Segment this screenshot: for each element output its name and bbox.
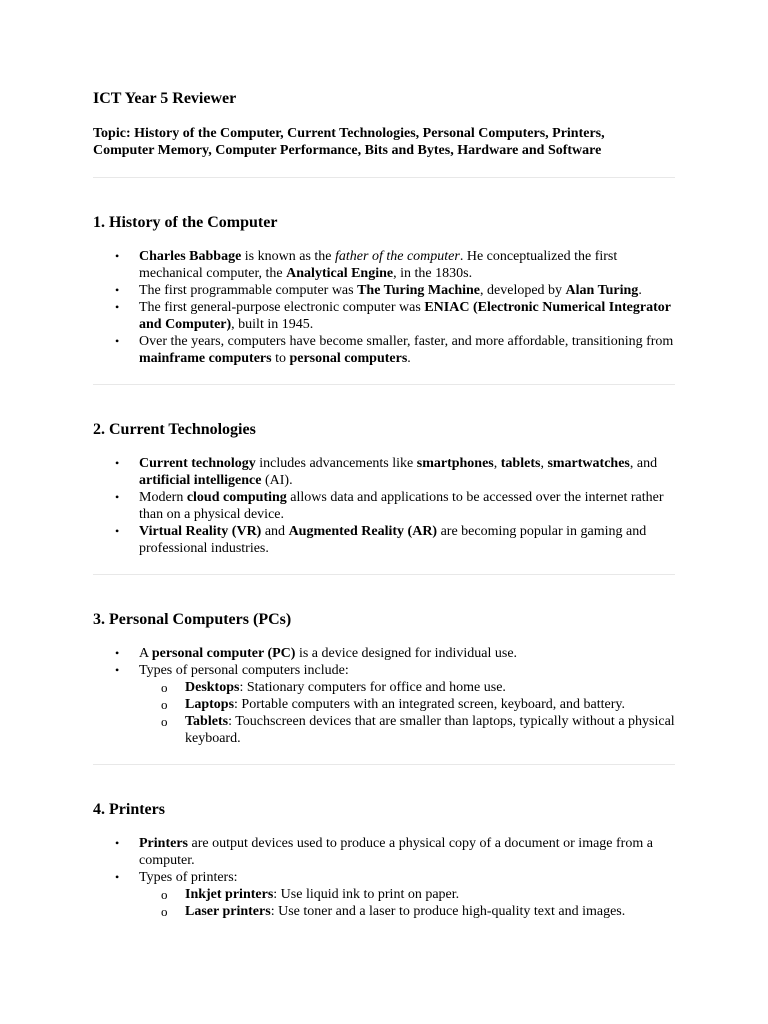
bullet-icon: •: [115, 870, 120, 884]
printers-sublist: [139, 886, 675, 920]
history-list: [93, 248, 675, 367]
circle-bullet-icon: o: [161, 680, 168, 695]
bullet-icon: •: [115, 663, 120, 677]
current-list: [93, 455, 675, 557]
section-title-history: 1. History of the Computer: [93, 214, 278, 231]
section-divider: [93, 764, 675, 765]
bullet-icon: •: [115, 300, 120, 314]
pcs-list: [93, 645, 675, 747]
circle-bullet-icon: o: [161, 887, 168, 902]
section-title-pcs: 3. Personal Computers (PCs): [93, 611, 292, 628]
document-title: ICT Year 5 Reviewer: [93, 90, 237, 107]
list-item: • Types of personal computers include: o Desktops: Stationary computers for office and home use. o Laptops: Portable computers with an integrated screen, keyboard, and battery. o Tablets: Touchscreen devices that are smaller than laptops, typically without a physical keyboard.: [115, 663, 675, 746]
bullet-icon: •: [115, 334, 120, 348]
list-item: • A personal computer (PC) is a device designed for individual use.: [115, 646, 518, 661]
bullet-icon: •: [115, 490, 120, 504]
sublist-item: o Desktops: Stationary computers for office and home use.: [161, 680, 506, 695]
list-item: • The first programmable computer was The Turing Machine, developed by Alan Turing.: [115, 283, 642, 298]
circle-bullet-icon: o: [161, 697, 168, 712]
list-item: • Charles Babbage is known as the father of the computer. He conceptualized the first mechanical computer, the Analytical Engine, in the 1830s.: [115, 249, 618, 281]
section-divider: [93, 384, 675, 385]
printers-list: [93, 835, 675, 920]
bullet-icon: •: [115, 456, 120, 470]
section-divider: [93, 177, 675, 178]
bullet-icon: •: [115, 836, 120, 850]
document-content: [93, 89, 675, 937]
section-divider: [93, 574, 675, 575]
list-item: • Printers are output devices used to produce a physical copy of a document or image from a computer.: [115, 836, 653, 868]
topic-line: [93, 125, 675, 159]
list-item: • The first general-purpose electronic computer was ENIAC (Electronic Numerical Integrator and Computer), built in 1945.: [115, 300, 671, 332]
list-item: • Modern cloud computing allows data and applications to be accessed over the internet rather than on a physical device.: [115, 490, 664, 522]
list-item: • Types of printers: o Inkjet printers: Use liquid ink to print on paper. o Laser printers: Use toner and a laser to produce high-quality text and images.: [93, 869, 675, 920]
bullet-icon: •: [115, 249, 120, 263]
section-title-printers: 4. Printers: [93, 801, 165, 818]
list-item: • Virtual Reality (VR) and Augmented Reality (AR) are becoming popular in gaming and professional industries.: [115, 524, 647, 556]
bullet-icon: •: [115, 524, 120, 538]
pcs-sublist: [139, 679, 675, 747]
bullet-icon: •: [115, 646, 120, 660]
bullet-icon: •: [115, 283, 120, 297]
circle-bullet-icon: o: [161, 714, 168, 729]
list-item: • Current technology includes advancements like smartphones, tablets, smartwatches, and artificial intelligence (AI).: [115, 456, 658, 488]
topic-line-1: Topic: History of the Computer, Current Technologies, Personal Computers, Printers,: [93, 126, 605, 141]
list-item: • Over the years, computers have become smaller, faster, and more affordable, transitioning from mainframe computers to personal computers.: [115, 334, 674, 366]
circle-bullet-icon: o: [161, 904, 168, 919]
topic-line-2: Computer Memory, Computer Performance, Bits and Bytes, Hardware and Software: [93, 143, 602, 158]
sublist-item: o Laser printers: Use toner and a laser to produce high-quality text and images.: [161, 904, 626, 919]
section-title-current: 2. Current Technologies: [93, 421, 256, 438]
sublist-item: o Tablets: Touchscreen devices that are smaller than laptops, typically without a physical keyboard.: [161, 714, 675, 746]
sublist-item: o Laptops: Portable computers with an integrated screen, keyboard, and battery.: [161, 697, 625, 712]
sublist-item: o Inkjet printers: Use liquid ink to print on paper.: [161, 887, 460, 902]
